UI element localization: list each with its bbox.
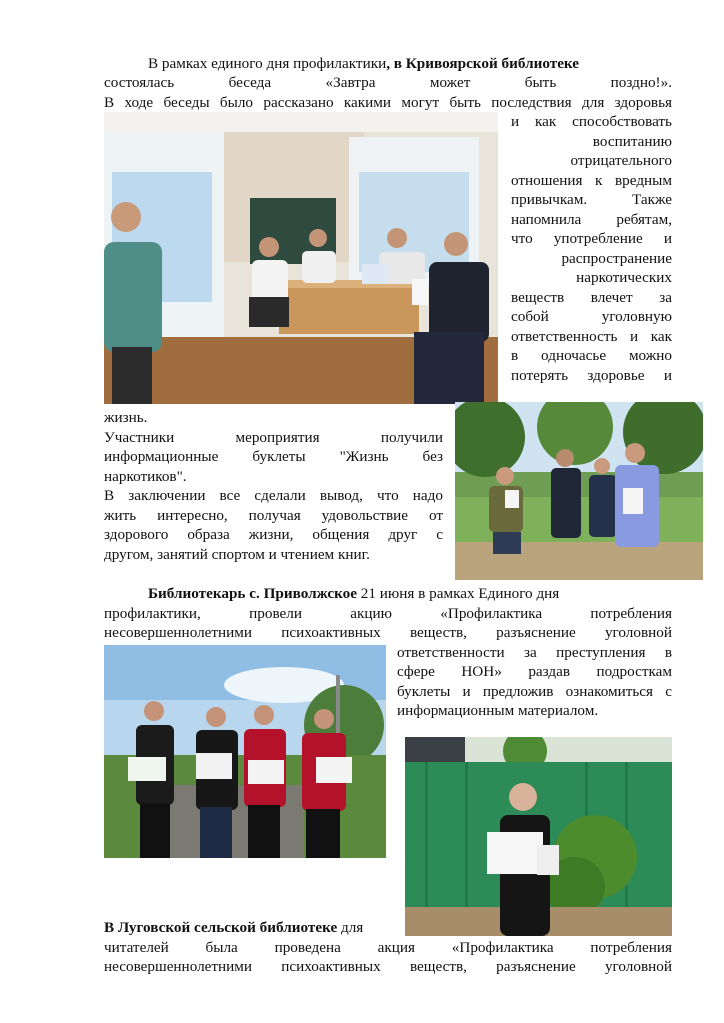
paragraph-line: воспитанию bbox=[592, 133, 672, 150]
paragraph-line: в одночасье можно bbox=[511, 347, 672, 364]
paragraph-line: жить интересно, получая удовольствие от bbox=[104, 507, 443, 524]
paragraph-line: Участники мероприятия получили bbox=[104, 429, 443, 446]
paragraph-line: несовершеннолетними психоактивных веществ, разъяснение уголовной bbox=[104, 624, 672, 641]
paragraph-line: напомнила ребятам, bbox=[511, 211, 672, 228]
photo-garden bbox=[455, 402, 703, 580]
paragraph-line: буклеты и предложив ознакомиться с bbox=[397, 683, 672, 700]
paragraph-line: ответственности за преступления в bbox=[397, 644, 672, 661]
paragraph-line: привычкам. Также bbox=[511, 191, 672, 208]
paragraph-line: В Луговской сельской библиотеке для bbox=[104, 919, 364, 936]
paragraph-line: потерять здоровье и bbox=[511, 367, 672, 384]
paragraph-line: информационным материалом. bbox=[397, 702, 599, 719]
paragraph-line: другом, занятий спортом и чтением книг. bbox=[104, 546, 370, 563]
paragraph-line: наркотиков". bbox=[104, 468, 187, 485]
paragraph-line: В рамках единого дня профилактики, в Кривоярской библиотеке bbox=[148, 55, 580, 72]
photo-garden-art bbox=[455, 402, 703, 580]
paragraph-line: что употребление и bbox=[511, 230, 672, 247]
paragraph-line: наркотических bbox=[576, 269, 672, 286]
photo-street-art bbox=[104, 645, 386, 858]
paragraph-line: несовершеннолетними психоактивных веществ, разъяснение уголовной bbox=[104, 958, 672, 975]
paragraph-line: жизнь. bbox=[104, 409, 148, 426]
photo-classroom-art bbox=[104, 112, 498, 404]
photo-fence-art bbox=[405, 737, 672, 936]
paragraph-line: профилактики, провели акцию «Профилактика потребления bbox=[104, 605, 672, 622]
paragraph-line: состоялась беседа «Завтра может быть поздно!». bbox=[104, 74, 672, 91]
paragraph-line: и как способствовать bbox=[511, 113, 672, 130]
paragraph-line: веществ влечет за bbox=[511, 289, 672, 306]
paragraph-line: ответственность и как bbox=[511, 328, 672, 345]
paragraph-line: В ходе беседы было рассказано какими могут быть последствия для здоровья bbox=[104, 94, 672, 111]
paragraph-line: В заключении все сделали вывод, что надо bbox=[104, 487, 443, 504]
paragraph-line: распространение bbox=[561, 250, 672, 267]
paragraph-line: отрицательного bbox=[570, 152, 672, 169]
paragraph-line: информационные буклеты "Жизнь без bbox=[104, 448, 443, 465]
paragraph-line: здорового образа жизни, общения друг с bbox=[104, 526, 443, 543]
paragraph-line: собой уголовную bbox=[511, 308, 672, 325]
paragraph-line: читателей была проведена акция «Профилактика потребления bbox=[104, 939, 672, 956]
photo-classroom bbox=[104, 112, 498, 404]
paragraph-line: Библиотекарь с. Приволжское 21 июня в рамках Единого дня bbox=[148, 585, 560, 602]
photo-fence bbox=[405, 737, 672, 936]
photo-street bbox=[104, 645, 386, 858]
paragraph-line: отношения к вредным bbox=[511, 172, 672, 189]
paragraph-line: сфере НОН» раздав подросткам bbox=[397, 663, 672, 680]
